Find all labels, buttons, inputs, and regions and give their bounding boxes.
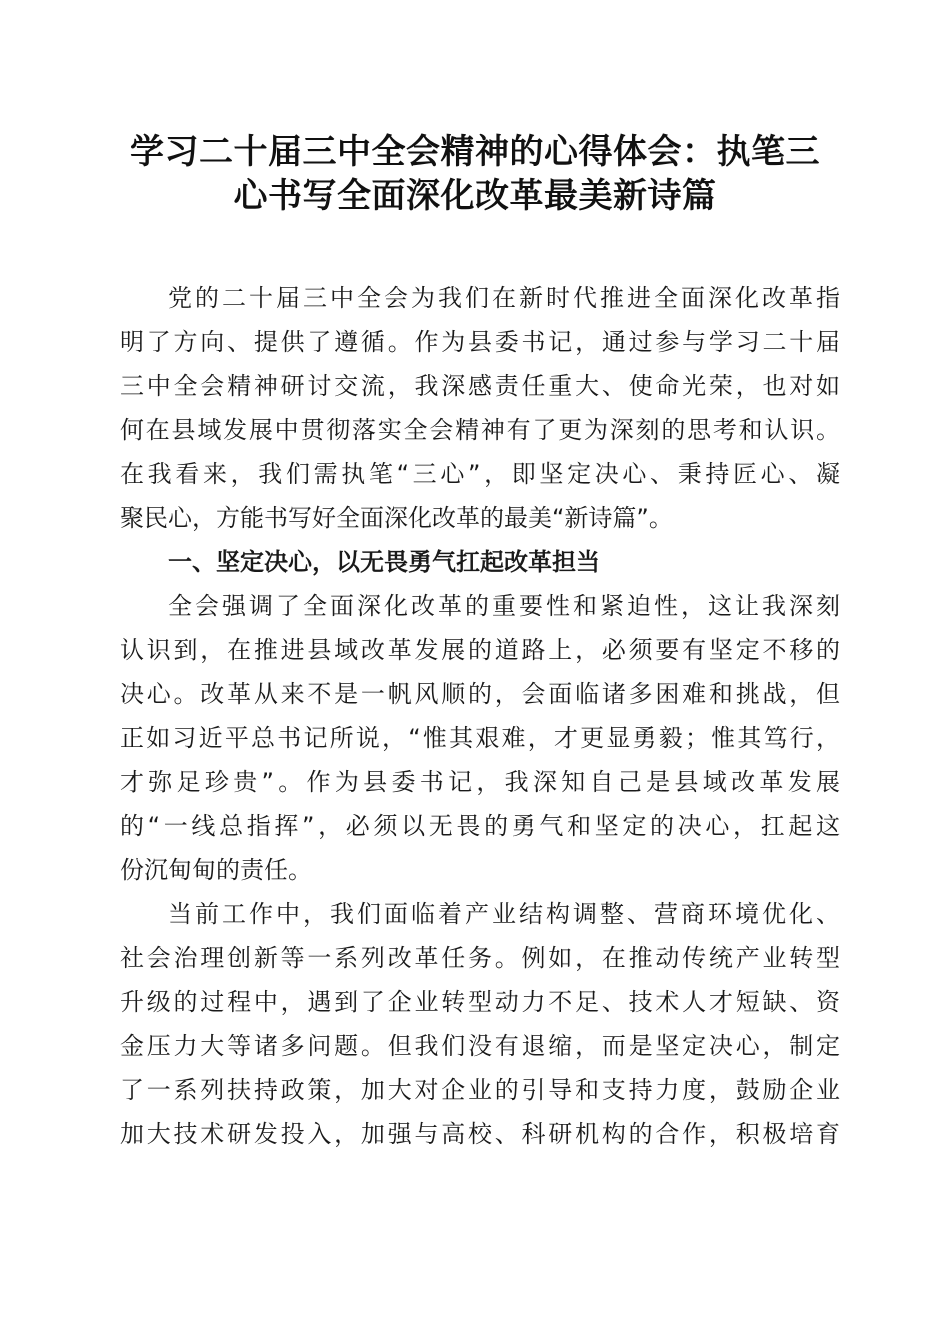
paragraph-line: 明了方向、提供了遵循。作为县委书记，通过参与学习二十届 [120, 328, 840, 356]
paragraph-line: 党的二十届三中全会为我们在新时代推进全面深化改革指 [168, 284, 840, 312]
paragraph-line: 升级的过程中，遇到了企业转型动力不足、技术人才短缺、资 [120, 988, 840, 1016]
paragraph-line: 的“一线总指挥”，必须以无畏的勇气和坚定的决心，扛起这 [120, 812, 840, 840]
paragraph-line: 社会治理创新等一系列改革任务。例如，在推动传统产业转型 [120, 944, 840, 972]
paragraph-line: 何在县域发展中贯彻落实全会精神有了更为深刻的思考和认识。 [120, 416, 840, 444]
paragraph-line: 金压力大等诸多问题。但我们没有退缩，而是坚定决心，制定 [120, 1032, 840, 1060]
section-heading: 一、坚定决心，以无畏勇气扛起改革担当 [168, 548, 600, 576]
paragraph-line: 全会强调了全面深化改革的重要性和紧迫性，这让我深刻 [168, 592, 840, 620]
paragraph-line: 决心。改革从来不是一帆风顺的，会面临诸多困难和挑战，但 [120, 680, 840, 708]
paragraph-line: 三中全会精神研讨交流，我深感责任重大、使命光荣，也对如 [120, 372, 840, 400]
paragraph-line: 在我看来，我们需执笔“三心”，即坚定决心、秉持匠心、凝 [120, 460, 840, 488]
paragraph-line: 了一系列扶持政策，加大对企业的引导和支持力度，鼓励企业 [120, 1076, 840, 1104]
document-body [120, 276, 840, 1156]
title-line-1: 学习二十届三中全会精神的心得体会：执笔三 [130, 132, 820, 172]
document-title [95, 130, 855, 218]
paragraph-line: 份沉甸甸的责任。 [120, 856, 312, 884]
paragraph-line: 加大技术研发投入，加强与高校、科研机构的合作，积极培育 [120, 1120, 840, 1148]
paragraph-line: 才弥足珍贵”。作为县委书记，我深知自己是县域改革发展 [120, 768, 840, 796]
paragraph-line: 聚民心，方能书写好全面深化改革的最美“新诗篇”。 [120, 504, 673, 532]
paragraph-line: 当前工作中，我们面临着产业结构调整、营商环境优化、 [168, 900, 840, 928]
title-line-2: 心书写全面深化改革最美新诗篇 [233, 176, 717, 216]
paragraph-line: 认识到，在推进县域改革发展的道路上，必须要有坚定不移的 [120, 636, 840, 664]
paragraph-line: 正如习近平总书记所说，“惟其艰难，才更显勇毅；惟其笃行， [120, 724, 840, 752]
